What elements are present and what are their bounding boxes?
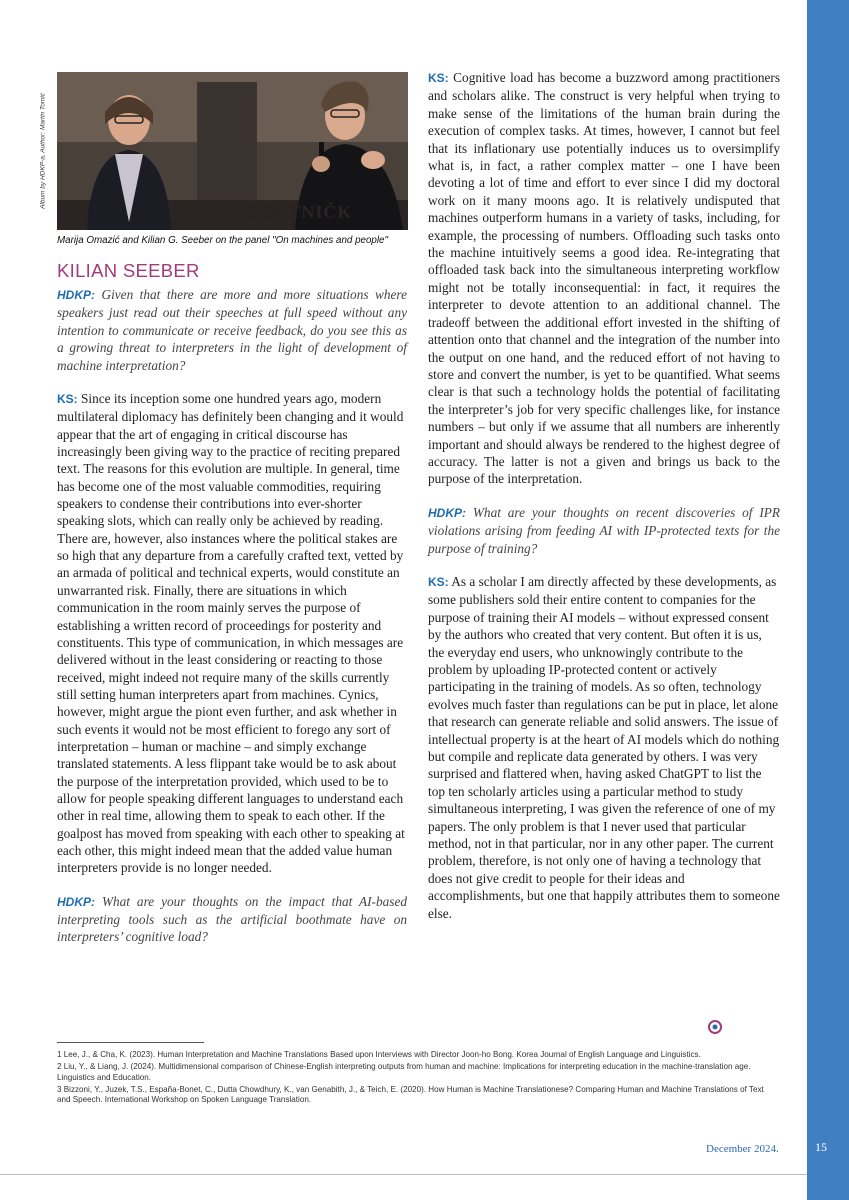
photo-credit-text: Album by HDKP-a, Author: Martin Tomić — [39, 93, 47, 209]
bottom-divider — [0, 1174, 807, 1175]
paragraph-text: What are your thoughts on the impact that AI-based interpreting tools such as the artificial boothmate have on interpreters’ cognitive load? — [57, 893, 408, 945]
issue-date: December 2024. — [706, 1143, 779, 1155]
speaker-tag: KS: — [428, 574, 449, 589]
left-column — [57, 286, 407, 962]
speaker-tag: HDKP: — [57, 894, 95, 909]
speaker-tag: KS: — [57, 392, 78, 407]
background-sign: OBRTNIČK — [247, 202, 353, 222]
question-paragraph — [57, 893, 407, 946]
question-paragraph — [57, 286, 407, 374]
page-number: 15 — [815, 1140, 827, 1154]
panel-photo — [57, 72, 408, 230]
speaker-tag: HDKP: — [428, 505, 466, 520]
answer-paragraph — [428, 69, 780, 488]
answer-paragraph — [57, 390, 407, 877]
page-heading: KILIAN SEEBER — [57, 260, 200, 281]
paragraph-text: Given that there are more and more situations where speakers just read out their speeches at full speed without any intention to communicate or receive feedback, do you see this as a growing threat to interpreters in the light of development of machine interpretation? — [57, 287, 407, 373]
photo-caption: Marija Omazić and Kilian G. Seeber on the panel "On machines and people" — [57, 235, 388, 246]
paragraph-text: What are your thoughts on recent discoveries of IPR violations arising from feeding AI with IP-protected texts for the purpose of training? — [428, 504, 780, 556]
logo-icon — [708, 1020, 722, 1034]
footnotes — [57, 1050, 777, 1107]
paragraph-text: Cognitive load has become a buzzword among practitioners and scholars alike. The construct is very helpful when trying to make sense of the limitations of the human brain during the execution of complex tasks. At times, however, I cannot but feel that its inflationary use potentially induces us to oversimplify what is, in fact, a rather complex matter – one I have been devoting a lot of time and effort to ever since I did my doctoral work on it many moons ago. It is relatively undisputed that machines outperform humans in a variety of tasks, including, for example, the processing of numbers. Offloading such tasks onto the machine intuitively seems a good idea. Re-integrating that offloaded task back into the simultaneous interpreting workflow might not be totally inconsequential: in fact, it requires the interpreter to devote attention to an additional channel. The tradeoff between the additional effort invested in the shifting of attention onto that channel and the integration of the number into the output on one hand, and the reduced effort of not having to store and convert the number, is yet to be quantified. What seems clear is that such a technology holds the potential of facilitating the interpreter’s job for very specific challenges like, for instance numbers – but only if we assume that all numbers are inherently important and should always be rendered to the highest degree of accuracy. The latter is not a given and brings us back to the purpose of the interpretation. — [428, 70, 780, 487]
answer-paragraph — [428, 573, 780, 922]
footnote-item: 1 Lee, J., & Cha, K. (2023). Human Interpretation and Machine Translations Based upon Interviews with Director Joon-ho Bong. Korea Journal of English Language and Linguistics. — [57, 1050, 701, 1059]
footnote-item: 3 Bizzoni, Y., Juzek, T.S., España-Bonet, C., Dutta Chowdhury, K., van Genabith, J., & Teich, E. (2020). How Human is Machine Translationese? Comparing Human and Machine Translations of Text and Speech. International Workshop on Spoken Language Translation. — [57, 1084, 764, 1105]
photo-credit — [33, 72, 53, 230]
speaker-tag: HDKP: — [57, 288, 95, 302]
question-paragraph — [428, 504, 780, 557]
footnote-item: 2 Liu, Y., & Liang, J. (2024). Multidimensional comparison of Chinese-English interpreting outputs from human and machine: Implications for interpreting education in the machine-translation age. Linguistics and Education. — [57, 1062, 751, 1082]
paragraph-text: As a scholar I am directly affected by these developments, as some publishers sold their entire content to companies for the purpose of training their AI models – without expressed consent by the authors who created that very content. But often it is us, the everyday end users, who unknowingly contribute to the problem by uploading IP-protected content or actively participating in the training of models. As so often, technology evolves much faster than regulations can be put in place, let alone that research can generate reliable and solid answers. The issue of intellectual property is at the heart of AI models which do nothing but compile and replicate data generated by others. I was very surprised and flattered when, having asked ChatGPT to list the top ten scholarly articles using a particular method to study simultaneous interpreting, I was given the reference of one of my papers. The only problem is that I never used that particular method, not in that particular, nor in any other paper. The current problem, therefore, is not only one of having a technology that does not give credit to people for their ideas and accomplishments, but one that happily attributes them to someone else. — [428, 573, 780, 921]
right-column — [428, 69, 780, 938]
panel-photo-illustration — [57, 72, 408, 230]
paragraph-text: Since its inception some one hundred years ago, modern multilateral diplomacy has definitely been changing and it would appear that the art of engaging in critical discourse has increasingly been giving way to the practice of reciting prepared text. The reasons for this evolution are multiple. In general, time has become one of the most valuable commodities, requiring speakers to condense their contributions into ever-shorter speaking slots, which can really only be achieved by reading. There are, however, also instances where the political stakes are so high that any departure from a carefully crafted text, vetted by an armada of political and technical experts, would constitute an unwarranted risk. Finally, there are situations in which communication in the room mainly serves the purpose of establishing a written record of proceedings for posterity and constituents. This type of communication, in which messages are delivered without in the least considering or reacting to those received, might indeed not require many of the skills currently still setting human interpreters apart from machines. Cynics, however, might argue the piont even further, and ask whether in such events it would not be most efficient to forego any sort of interpretation – human or machine – and simply exchange translated statements. A less flippant take would be to ask about the purpose of the interpretation provided, which used to be to allow for people speaking different languages to understand each other in real time, allowing them to speak to each other. If the goalpost has moved from speaking with each other to speaking at each other, this might indeed mean that the added value human interpreters provide is no longer needed. — [57, 391, 405, 876]
footnote-divider — [57, 1042, 204, 1043]
side-color-bar — [807, 0, 849, 1200]
speaker-tag: KS: — [428, 71, 449, 85]
